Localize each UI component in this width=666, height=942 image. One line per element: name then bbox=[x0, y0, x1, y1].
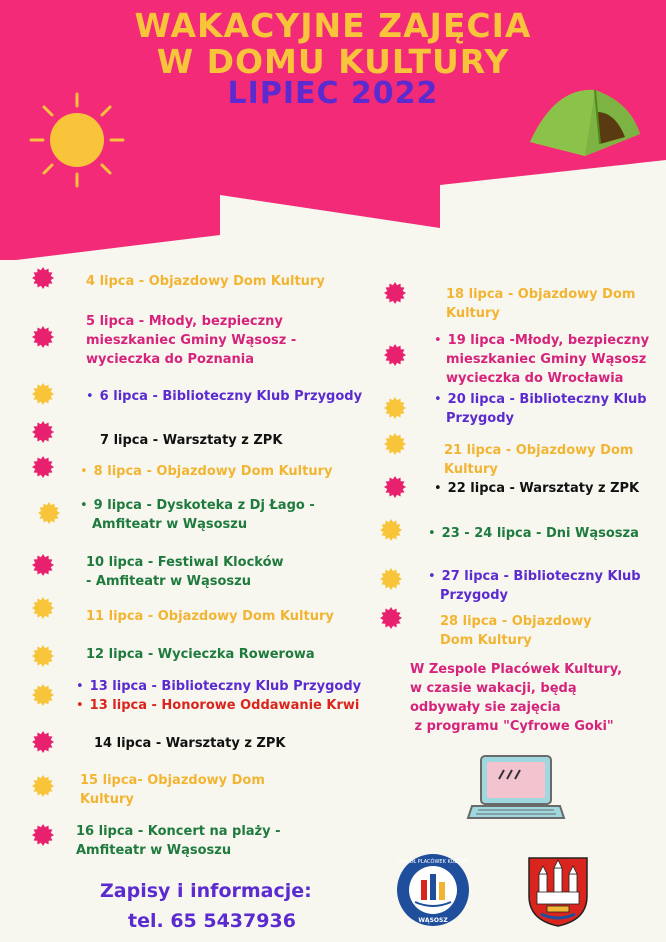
event-line: 4 lipca - Objazdowy Dom Kultury bbox=[86, 274, 325, 289]
event-item bbox=[86, 645, 315, 664]
event-line: mieszkaniec Gminy Wąsosz bbox=[446, 352, 647, 367]
coat-of-arms-icon bbox=[527, 856, 589, 928]
yellow-sun-icon bbox=[32, 383, 54, 405]
event-line: Kultury bbox=[446, 306, 500, 321]
pink-flower-icon bbox=[384, 344, 406, 366]
event-line: 23 - 24 lipca - Dni Wąsosza bbox=[441, 526, 639, 541]
yellow-sun-icon bbox=[32, 597, 54, 619]
event-item bbox=[100, 431, 282, 450]
title-line-2: W DOMU KULTURY bbox=[156, 42, 510, 81]
event-item bbox=[434, 331, 649, 388]
event-line: 27 lipca - Biblioteczny Klub bbox=[441, 569, 641, 584]
event-line: Amfiteatr w Wąsoszu bbox=[76, 843, 232, 858]
bullet-dot: • bbox=[428, 569, 436, 584]
pink-flower-icon bbox=[32, 554, 54, 576]
event-line: 11 lipca - Objazdowy Dom Kultury bbox=[86, 609, 334, 624]
event-line: Amfiteatr w Wąsoszu bbox=[92, 517, 248, 532]
event-item bbox=[80, 462, 333, 481]
event-line: 15 lipca- Objazdowy Dom bbox=[80, 773, 265, 788]
pink-flower-icon bbox=[32, 267, 54, 289]
event-line: Przygody bbox=[440, 588, 508, 603]
pink-flower-icon bbox=[380, 607, 402, 629]
title-line-3: LIPIEC 2022 bbox=[227, 76, 439, 111]
cyfrowe-goki-note bbox=[410, 660, 622, 736]
yellow-sun-icon bbox=[384, 397, 406, 419]
event-line: Kultury bbox=[80, 792, 134, 807]
sun-icon bbox=[22, 88, 132, 198]
event-line: wycieczka do Wrocławia bbox=[446, 371, 624, 386]
event-item bbox=[80, 496, 315, 534]
pink-flower-icon bbox=[32, 326, 54, 348]
bullet-dot: • bbox=[80, 464, 88, 479]
event-line: wycieczka do Poznania bbox=[86, 352, 254, 367]
note-line: odbywały sie zajęcia bbox=[410, 700, 561, 715]
note-line: W Zespole Placówek Kultury, bbox=[410, 662, 623, 677]
yellow-sun-icon bbox=[380, 568, 402, 590]
event-line: 20 lipca - Biblioteczny Klub bbox=[447, 392, 647, 407]
yellow-sun-icon bbox=[32, 684, 54, 706]
event-line: 13 lipca - Biblioteczny Klub Przygody bbox=[89, 679, 362, 694]
event-item bbox=[434, 479, 639, 498]
contact-phone[interactable]: tel. 65 5437936 bbox=[128, 910, 296, 932]
event-line: Kultury bbox=[444, 462, 498, 477]
event-line: 6 lipca - Biblioteczny Klub Przygody bbox=[99, 389, 363, 404]
pink-flower-icon bbox=[384, 476, 406, 498]
event-line: 12 lipca - Wycieczka Rowerowa bbox=[86, 647, 315, 662]
event-item bbox=[76, 677, 361, 696]
pink-flower-icon bbox=[32, 824, 54, 846]
event-item bbox=[446, 285, 635, 323]
event-item bbox=[440, 612, 592, 650]
yellow-sun-icon bbox=[32, 645, 54, 667]
event-line: 14 lipca - Warsztaty z ZPK bbox=[94, 736, 286, 751]
pink-flower-icon bbox=[32, 421, 54, 443]
event-line: mieszkaniec Gminy Wąsosz - bbox=[86, 333, 297, 348]
event-line: 9 lipca - Dyskoteka z Dj Łago - bbox=[93, 498, 315, 513]
event-item bbox=[428, 567, 641, 605]
note-line: z programu "Cyfrowe Goki" bbox=[410, 719, 614, 734]
pink-flower-icon bbox=[32, 456, 54, 478]
event-line: 22 lipca - Warsztaty z ZPK bbox=[447, 481, 640, 496]
title-line-1: WAKACYJNE ZAJĘCIA bbox=[134, 6, 532, 45]
event-item bbox=[444, 441, 633, 479]
bullet-dot: • bbox=[434, 392, 442, 407]
bullet-dot: • bbox=[434, 481, 442, 496]
bullet-dot: • bbox=[434, 333, 442, 348]
zpk-logo-icon bbox=[395, 852, 471, 928]
event-line: 8 lipca - Objazdowy Dom Kultury bbox=[93, 464, 333, 479]
event-line: 18 lipca - Objazdowy Dom bbox=[446, 287, 636, 302]
event-line: - Amfiteatr w Wąsoszu bbox=[86, 574, 251, 589]
event-item bbox=[94, 734, 285, 753]
event-line: 28 lipca - Objazdowy bbox=[440, 614, 592, 629]
pink-flower-icon bbox=[32, 731, 54, 753]
event-item bbox=[86, 387, 362, 406]
yellow-sun-icon bbox=[380, 519, 402, 541]
laptop-icon bbox=[466, 752, 566, 824]
bullet-dot: • bbox=[76, 698, 84, 713]
yellow-sun-icon bbox=[32, 775, 54, 797]
bullet-dot: • bbox=[86, 389, 94, 404]
event-line: 5 lipca - Młody, bezpieczny bbox=[86, 314, 283, 329]
event-item bbox=[86, 607, 334, 626]
event-line: Dom Kultury bbox=[440, 633, 532, 648]
event-item bbox=[76, 696, 359, 715]
event-item bbox=[86, 312, 296, 369]
event-line: 21 lipca - Objazdowy Dom bbox=[444, 443, 634, 458]
event-line: Przygody bbox=[446, 411, 514, 426]
pink-flower-icon bbox=[384, 282, 406, 304]
tent-icon bbox=[525, 82, 645, 160]
logo-text-bottom: WĄSOSZ bbox=[418, 917, 448, 924]
event-item bbox=[76, 822, 281, 860]
yellow-sun-icon bbox=[38, 502, 60, 524]
event-item bbox=[80, 771, 265, 809]
event-item bbox=[86, 272, 325, 291]
event-line: 10 lipca - Festiwal Klocków bbox=[86, 555, 284, 570]
bullet-dot: • bbox=[428, 526, 436, 541]
bullet-dot: • bbox=[80, 498, 88, 513]
yellow-sun-icon bbox=[384, 433, 406, 455]
event-line: 19 lipca -Młody, bezpieczny bbox=[447, 333, 650, 348]
event-item bbox=[86, 553, 284, 591]
note-line: w czasie wakacji, będą bbox=[410, 681, 577, 696]
event-item bbox=[434, 390, 647, 428]
contact-heading: Zapisy i informacje: bbox=[100, 880, 312, 902]
bullet-dot: • bbox=[76, 679, 84, 694]
logo-text-top: ZESPÓŁ PLACÓWEK KULTURY bbox=[396, 859, 470, 865]
event-line: 7 lipca - Warsztaty z ZPK bbox=[100, 433, 283, 448]
event-item bbox=[428, 524, 639, 543]
event-line: 13 lipca - Honorowe Oddawanie Krwi bbox=[89, 698, 360, 713]
event-line: 16 lipca - Koncert na plaży - bbox=[76, 824, 281, 839]
